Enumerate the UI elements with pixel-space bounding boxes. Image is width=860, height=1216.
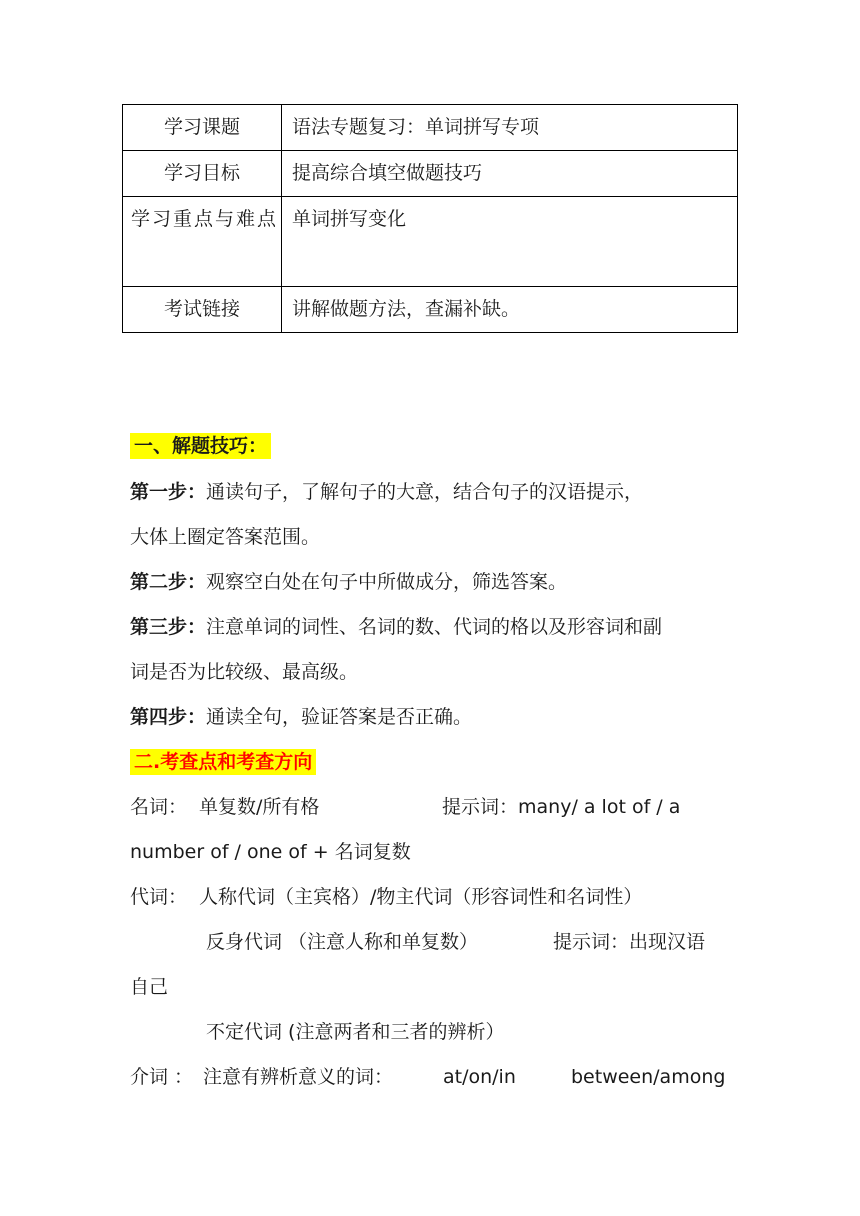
prep-word2-line	[571, 1062, 725, 1092]
lesson-info-table	[122, 104, 738, 333]
table-key: 学习课题	[123, 105, 282, 151]
section1-heading-line	[130, 431, 271, 461]
pronoun-line1	[130, 882, 642, 912]
step4-label: 第四步：	[130, 706, 207, 728]
table-value: 语法专题复习：单词拼写专项	[282, 105, 738, 151]
step1-line2	[130, 522, 320, 552]
step1-line	[130, 477, 643, 507]
prep-word1-line	[443, 1062, 516, 1092]
noun-line	[130, 792, 319, 822]
pronoun-line2b: 提示词：出现汉语	[553, 931, 706, 953]
step1-label: 第一步：	[130, 481, 207, 503]
pronoun-line3	[206, 1017, 504, 1047]
pronoun-line2c: 自己	[130, 976, 169, 998]
section2-heading-line	[130, 747, 316, 777]
prep-word2: between/among	[571, 1066, 726, 1088]
pronoun-line1-text: 人称代词（主宾格）/物主代词（形容词性和名词性）	[199, 886, 643, 908]
pronoun-label: 代词：	[130, 886, 188, 908]
table-row	[123, 151, 738, 197]
step3-text2: 词是否为比较级、最高级。	[130, 661, 359, 683]
step1-text2: 大体上圈定答案范围。	[130, 526, 321, 548]
step3-line2	[130, 657, 358, 687]
prep-text: 注意有辨析意义的词：	[203, 1066, 394, 1088]
step4-line	[130, 702, 472, 732]
noun-text: 单复数/所有格	[199, 796, 320, 818]
noun-cont-line	[130, 837, 411, 867]
pronoun-line2a: 反身代词 （注意人称和单复数）	[206, 931, 479, 953]
pronoun-line2	[206, 927, 478, 957]
table-value: 提高综合填空做题技巧	[282, 151, 738, 197]
table-row	[123, 197, 738, 287]
prep-label: 介词 ：	[130, 1066, 194, 1088]
table-key: 考试链接	[123, 287, 282, 333]
step3-label: 第三步：	[130, 616, 207, 638]
step2-label: 第二步：	[130, 571, 207, 593]
table-value: 讲解做题方法，查漏补缺。	[282, 287, 738, 333]
table-value: 单词拼写变化	[282, 197, 738, 287]
table-row	[123, 105, 738, 151]
noun-hint: 提示词：many/ a lot of / a	[442, 796, 681, 818]
table-key: 学习重点与难点	[123, 197, 282, 287]
step4-text: 通读全句，验证答案是否正确。	[206, 706, 473, 728]
noun-hint-line	[442, 792, 680, 822]
section2-heading: 二.考查点和考查方向	[130, 749, 316, 775]
section1-heading: 一、解题技巧：	[130, 433, 271, 459]
table-key: 学习目标	[123, 151, 282, 197]
table-row	[123, 287, 738, 333]
noun-label: 名词：	[130, 796, 188, 818]
step1-text: 通读句子，了解句子的大意，结合句子的汉语提示，	[206, 481, 644, 503]
prep-line	[130, 1062, 393, 1092]
step3-text: 注意单词的词性、名词的数、代词的格以及形容词和副	[206, 616, 663, 638]
pronoun-line2-hint	[553, 927, 705, 957]
step3-line	[130, 612, 662, 642]
prep-word1: at/on/in	[443, 1066, 516, 1088]
step2-text: 观察空白处在句子中所做成分，筛选答案。	[206, 571, 568, 593]
noun-cont: number of / one of + 名词复数	[130, 841, 411, 863]
pronoun-line3-text: 不定代词 (注意两者和三者的辨析）	[206, 1021, 505, 1043]
step2-line	[130, 567, 567, 597]
pronoun-line2-cont	[130, 972, 168, 1002]
